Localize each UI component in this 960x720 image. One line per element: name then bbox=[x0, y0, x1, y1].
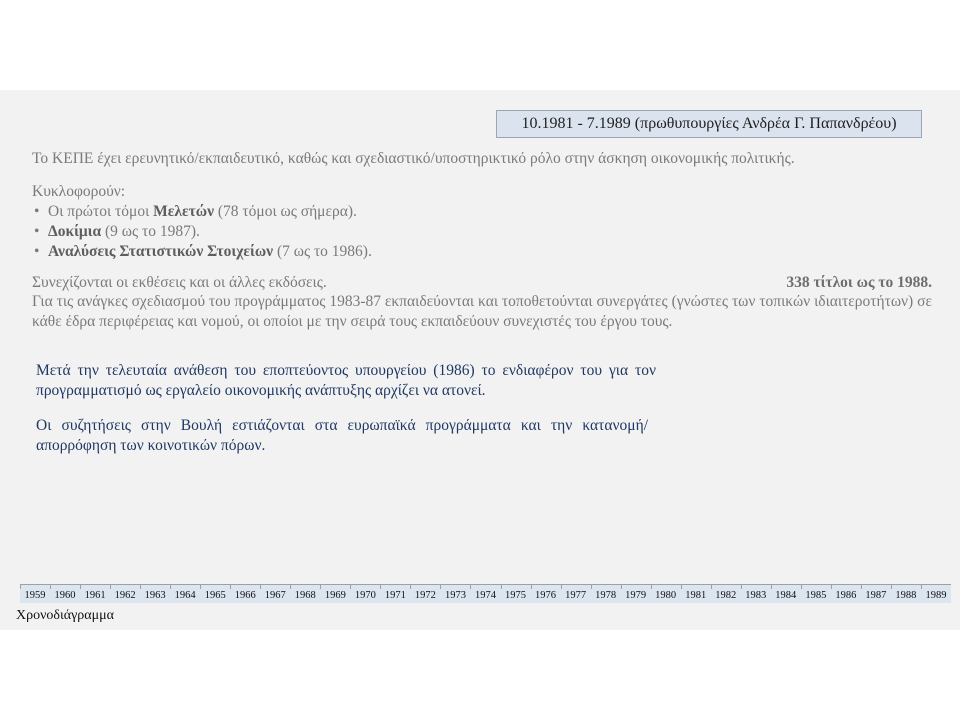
timeline-year: 1985 bbox=[801, 585, 831, 603]
timeline-year: 1986 bbox=[831, 585, 861, 603]
slide bbox=[0, 90, 960, 630]
bullet-icon: • bbox=[34, 243, 40, 260]
timeline-year: 1967 bbox=[260, 585, 290, 603]
timeline-year: 1977 bbox=[561, 585, 591, 603]
publications-list bbox=[32, 202, 632, 262]
timeline-year: 1966 bbox=[230, 585, 260, 603]
timeline-year: 1970 bbox=[350, 585, 380, 603]
period-title-box: 10.1981 - 7.1989 (πρωθυπουργίες Ανδρέα Γ. Παπανδρέου) bbox=[496, 110, 922, 138]
timeline-year: 1975 bbox=[501, 585, 531, 603]
publications-heading: Κυκλοφορούν: bbox=[32, 183, 126, 200]
timeline-label: Χρονοδιάγραμμα bbox=[16, 608, 114, 623]
timeline-year: 1960 bbox=[50, 585, 80, 603]
list-item: • Δοκίμια (9 ως το 1987). bbox=[34, 223, 200, 240]
timeline-year: 1984 bbox=[771, 585, 801, 603]
timeline-year: 1963 bbox=[140, 585, 170, 603]
timeline-year: 1968 bbox=[290, 585, 320, 603]
timeline-year: 1988 bbox=[891, 585, 921, 603]
timeline-year: 1959 bbox=[20, 585, 50, 603]
timeline-year: 1971 bbox=[380, 585, 410, 603]
timeline-year: 1981 bbox=[681, 585, 711, 603]
ministry-paragraph: Μετά την τελευταία ανάθεση του εποπτεύοντος υπουργείου (1986) το ενδιαφέρον του για τον προγραμματισμό ως εργαλείο οικονομικής ανάπτυξης αρχίζει να ατονεί. bbox=[36, 362, 656, 399]
timeline-year: 1972 bbox=[410, 585, 440, 603]
timeline-year: 1987 bbox=[861, 585, 891, 603]
timeline-year: 1979 bbox=[621, 585, 651, 603]
timeline-year: 1978 bbox=[591, 585, 621, 603]
titles-count: 338 τίτλοι ως το 1988. bbox=[786, 274, 932, 291]
intro-text: Το ΚΕΠΕ έχει ερευνητικό/εκπαιδευτικό, καθώς και σχεδιαστικό/υποστηρικτικό ρόλο στην άσκηση οικονομικής πολιτικής. bbox=[32, 150, 795, 167]
bullet-icon: • bbox=[34, 203, 40, 220]
timeline-year: 1961 bbox=[80, 585, 110, 603]
timeline-year: 1982 bbox=[711, 585, 741, 603]
continue-text: Συνεχίζονται οι εκθέσεις και οι άλλες εκδόσεις. bbox=[32, 274, 327, 291]
timeline-year: 1962 bbox=[110, 585, 140, 603]
list-item: • Αναλύσεις Στατιστικών Στοιχείων (7 ως το 1986). bbox=[34, 243, 372, 260]
planning-paragraph: Για τις ανάγκες σχεδιασμού του προγράμματος 1983-87 εκπαιδεύονται και τοποθετούνται συνεργάτες (γνώστες των τοπικών ιδιαιτεροτήτων) σε κάθε έδρα περιφέρειας και νομού, οι οποίοι με την σειρά τους εκπαιδεύουν συνεχιστές του έργου τους. bbox=[32, 293, 932, 330]
timeline-year: 1973 bbox=[440, 585, 470, 603]
timeline-year: 1965 bbox=[200, 585, 230, 603]
timeline-year: 1964 bbox=[170, 585, 200, 603]
timeline-year: 1989 bbox=[921, 585, 951, 603]
bullet-icon: • bbox=[34, 223, 40, 240]
timeline-year: 1969 bbox=[320, 585, 350, 603]
timeline-year: 1974 bbox=[470, 585, 500, 603]
timeline-year: 1980 bbox=[651, 585, 681, 603]
list-item: • Οι πρώτοι τόμοι Μελετών (78 τόμοι ως σήμερα). bbox=[34, 203, 357, 220]
timeline-year: 1983 bbox=[741, 585, 771, 603]
timeline-year: 1976 bbox=[531, 585, 561, 603]
timeline-bar bbox=[20, 584, 951, 603]
publications-block bbox=[32, 182, 632, 262]
parliament-paragraph: Οι συζητήσεις στην Βουλή εστιάζονται στα ευρωπαϊκά προγράμματα και την κατανομή/απορρόφηση των κοινοτικών πόρων. bbox=[36, 417, 648, 454]
